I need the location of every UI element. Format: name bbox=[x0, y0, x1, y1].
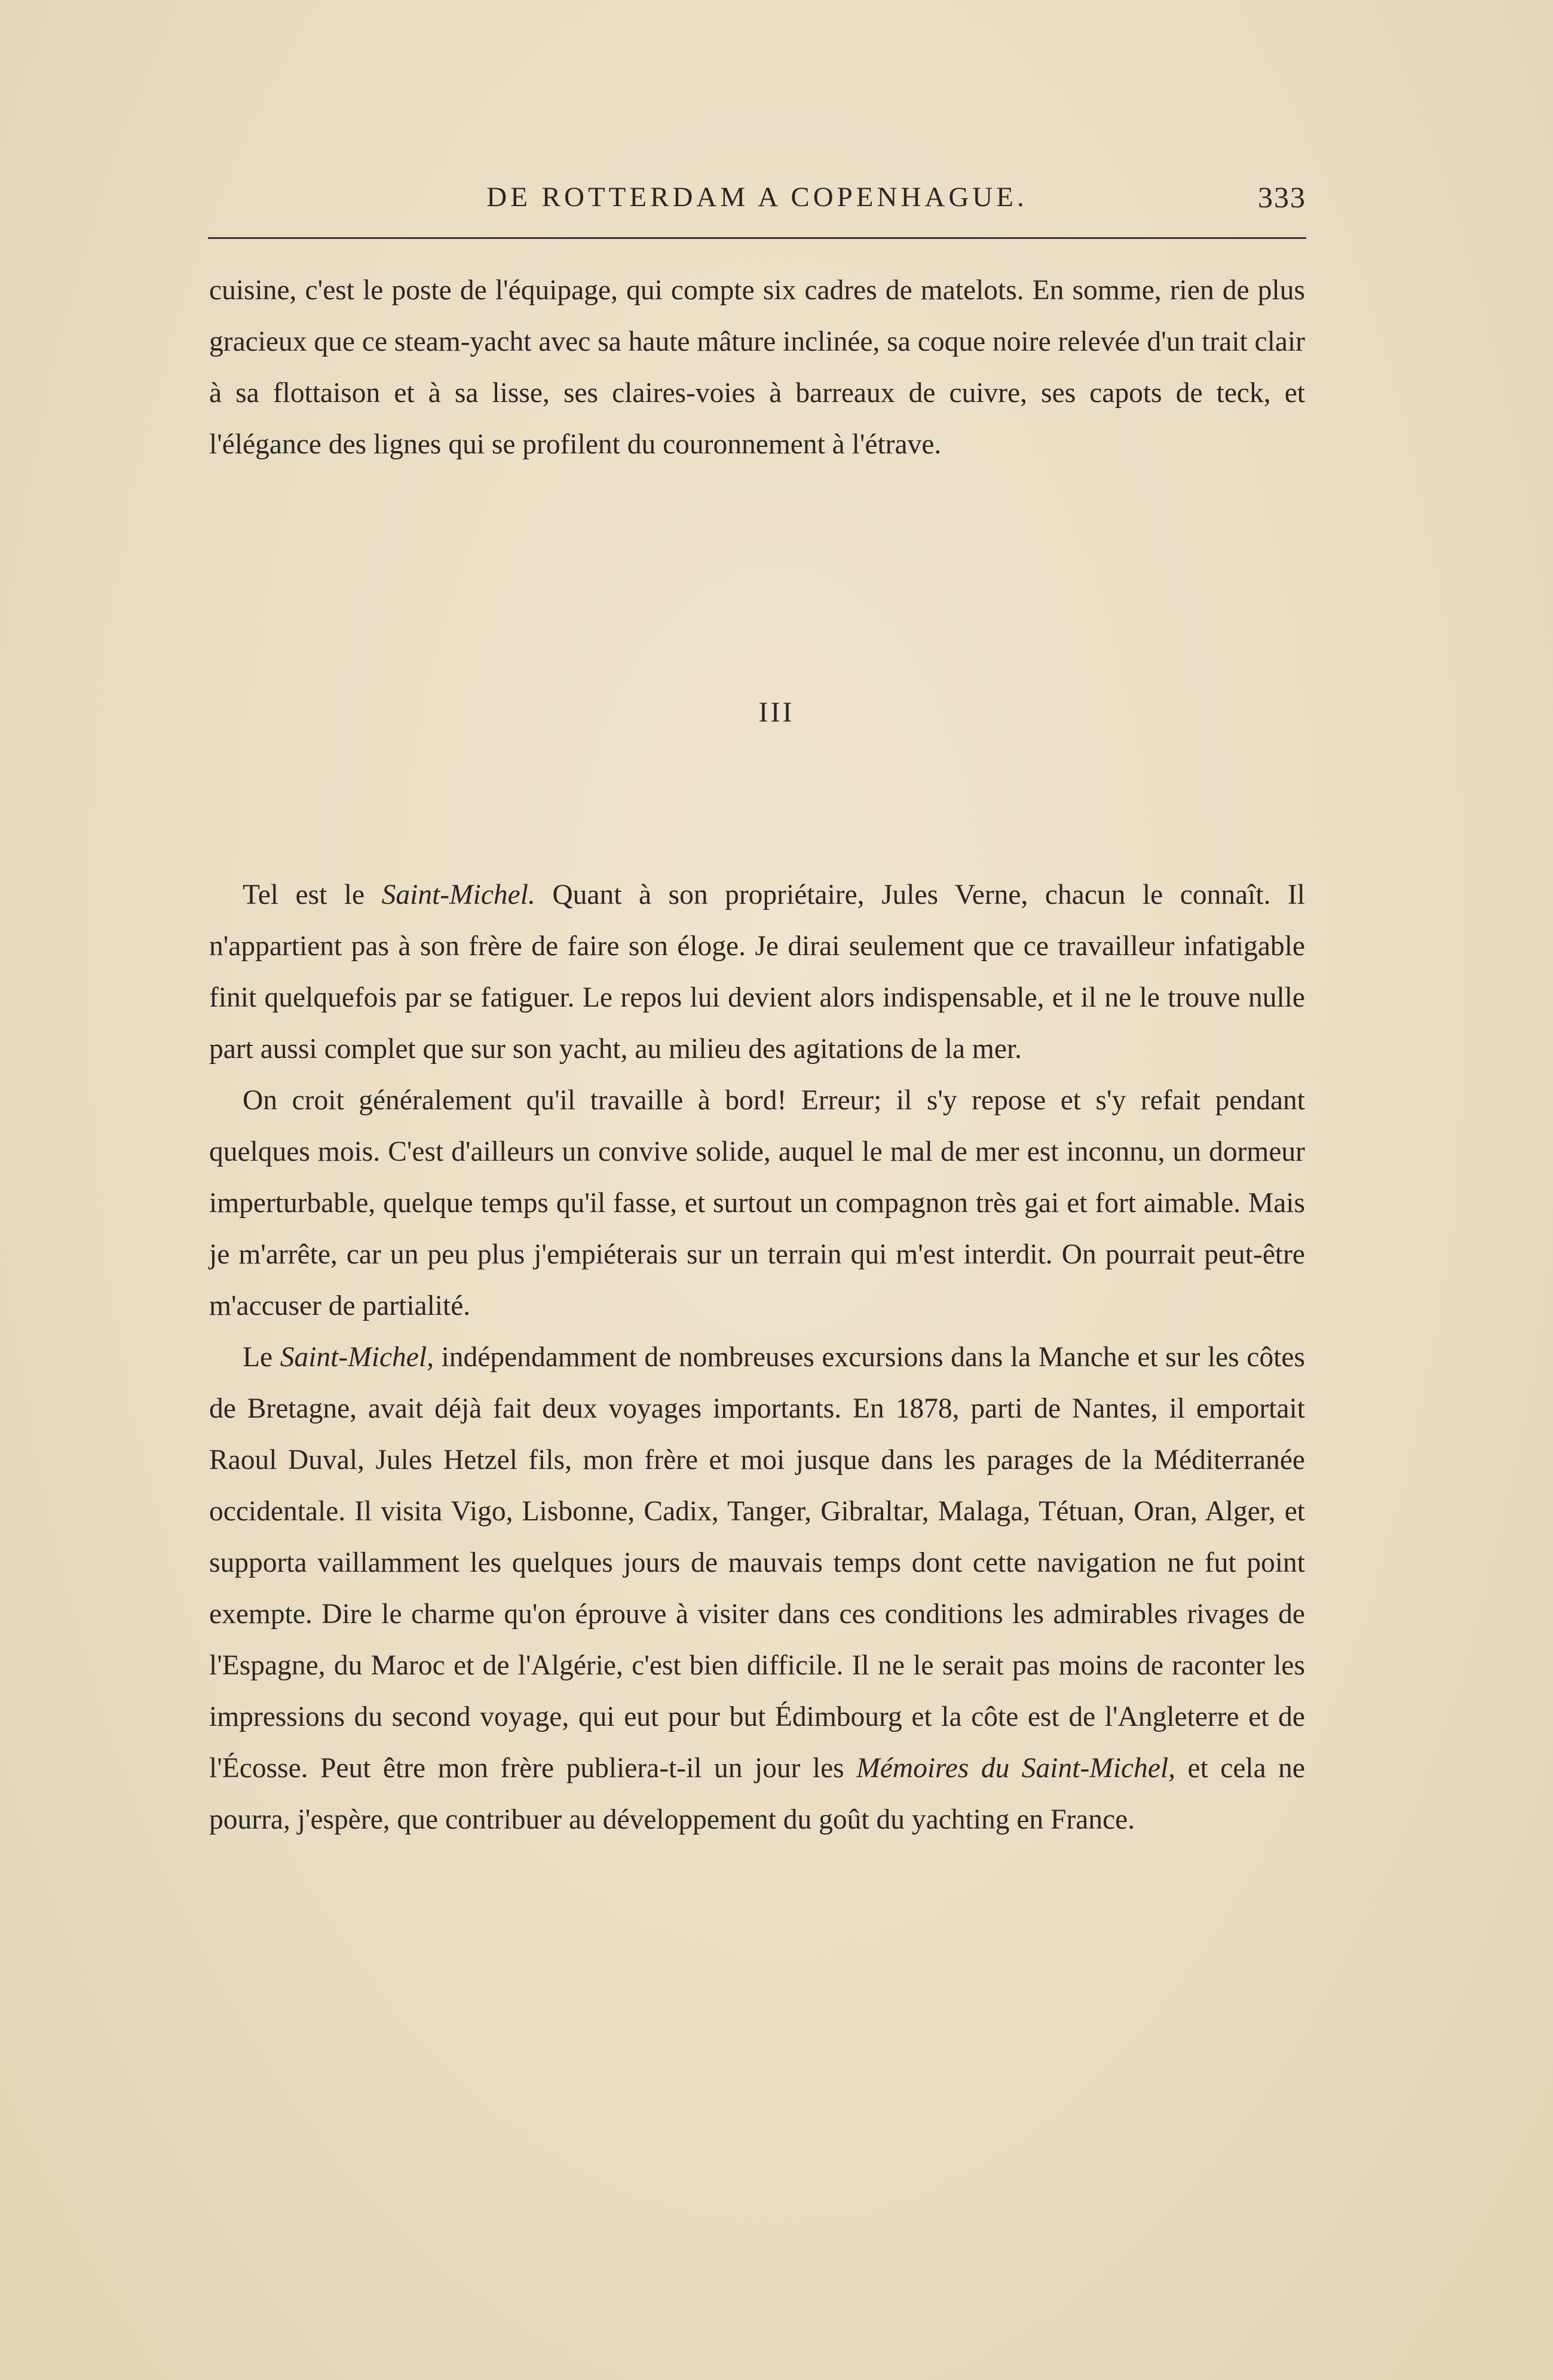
paragraph-1-part-c: Quant à son propriétaire, Jules Verne, chacun le connaît. Il n'appartient pas à son frère de faire son éloge. Je dirai seulement que ce travailleur infatigable finit quelquefois par se fatiguer. Le repos lui devient alors indispensable, et il ne le trouve nulle part aussi complet que sur son yacht, au milieu des agitations de la mer. bbox=[209, 879, 1305, 1065]
paragraph-3-part-a: Le bbox=[243, 1342, 280, 1373]
paragraph-3 bbox=[209, 1332, 1305, 1845]
ship-name-italic: Saint-Michel. bbox=[381, 879, 535, 910]
paragraph-2: On croit généralement qu'il travaille à bord! Erreur; il s'y repose et s'y refait pendant quelques mois. C'est d'ailleurs un convive solide, auquel le mal de mer est inconnu, un dormeur imperturbable, quelque temps qu'il fasse, et surtout un compagnon très gai et fort aimable. Mais je m'arrête, car un peu plus j'empiéterais sur un terrain qui m'est interdit. On pourrait peut-être m'accuser de partialité. bbox=[209, 1085, 1305, 1321]
ship-name-italic: Saint-Michel, bbox=[280, 1342, 434, 1373]
paragraph-3-part-e: et cela ne pourra, j'espère, que contribuer au développement du goût du yachting en France. bbox=[209, 1753, 1306, 1835]
memoires-title-italic: Mémoires du Saint-Michel, bbox=[856, 1753, 1176, 1784]
header-rule bbox=[208, 237, 1306, 239]
text-block-main bbox=[209, 869, 1305, 1845]
paragraph-3-part-c: indépendamment de nombreuses excursions dans la Manche et sur les côtes de Bretagne, avait déjà fait deux voyages importants. En 1878, parti de Nantes, il emportait Raoul Duval, Jules Hetzel fils, mon frère et moi jusque dans les parages de la Méditerranée occidentale. Il visita Vigo, Lisbonne, Cadix, Tanger, Gibraltar, Malaga, Tétuan, Oran, Alger, et supporta vaillamment les quelques jours de mauvais temps dont cette navigation ne fut point exempte. Dire le charme qu'on éprouve à visiter dans ces conditions les admirables rivages de l'Espagne, du Maroc et de l'Algérie, c'est bien difficile. Il ne le serait pas moins de raconter les impressions du second voyage, qui eut pour but Édimbourg et la côte est de l'Angleterre et de l'Écosse. Peut être mon frère publiera-t-il un jour les bbox=[209, 1342, 1305, 1784]
page-number: 333 bbox=[1258, 180, 1306, 214]
text-block-top bbox=[209, 265, 1305, 470]
section-title: III bbox=[758, 697, 795, 728]
paragraph-1 bbox=[209, 869, 1305, 1075]
paragraph-continued: cuisine, c'est le poste de l'équipage, qui compte six cadres de matelots. En somme, rien de plus gracieux que ce steam-yacht avec sa haute mâture inclinée, sa coque noire relevée d'un trait clair à sa flottaison et à sa lisse, ses claires-voies à barreaux de cuivre, ses capots de teck, et l'élégance des lignes qui se profilent du couronnement à l'étrave. bbox=[209, 275, 1305, 460]
paragraph-1-part-a: Tel est le bbox=[243, 879, 382, 910]
page-header bbox=[208, 173, 1306, 221]
running-head: DE ROTTERDAM A COPENHAGUE. bbox=[486, 182, 1028, 213]
